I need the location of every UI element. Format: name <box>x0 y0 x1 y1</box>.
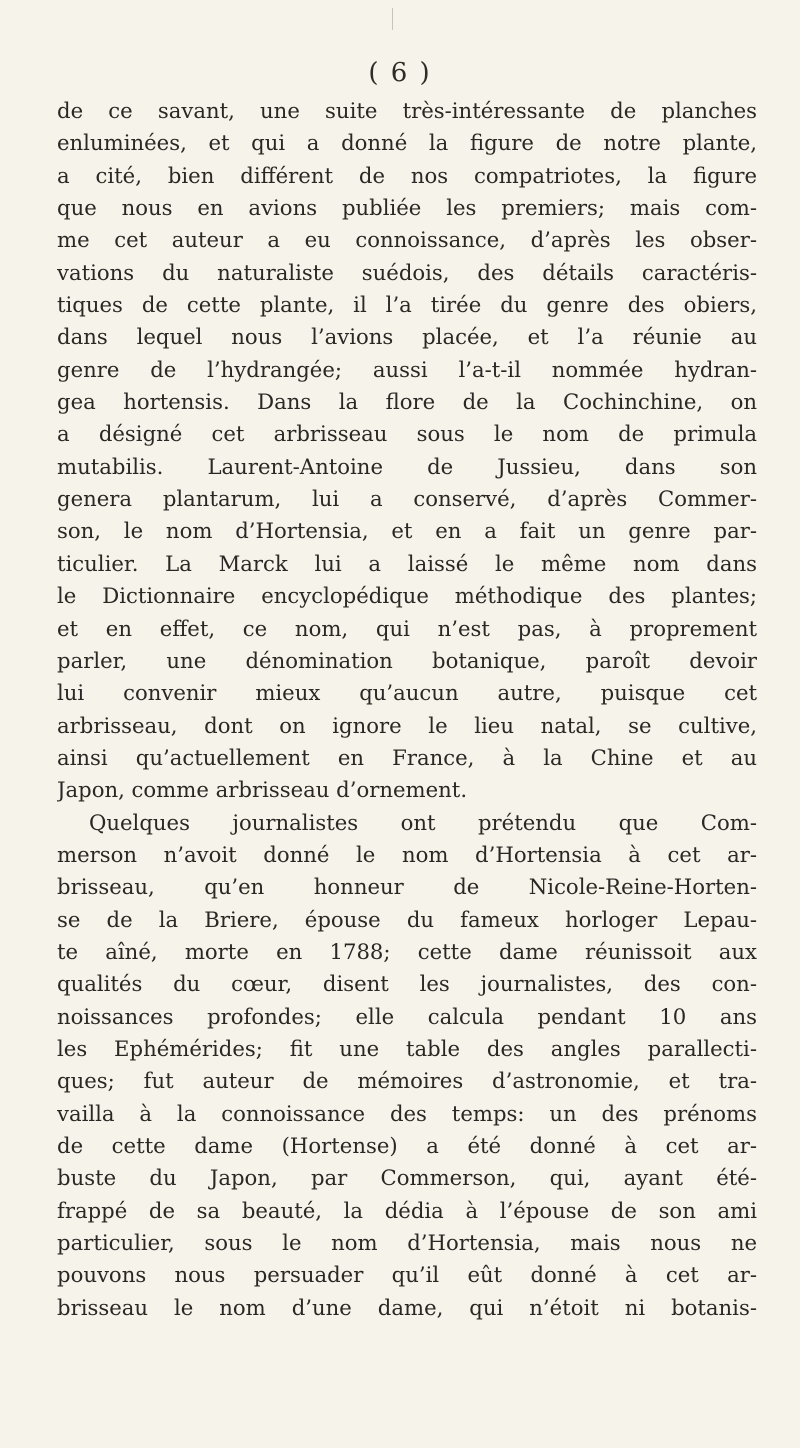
text-line-14: son, le nom d’Hortensia, et en a fait un genre par- <box>57 518 757 544</box>
text-line-19: lui convenir mieux qu’aucun autre, puisque cet <box>57 680 757 706</box>
text-line-7: tiques de cette plante, il l’a tirée du genre des obiers, <box>57 292 757 318</box>
text-line-29: noissances profondes; elle calcula pendant 10 ans <box>57 1003 757 1029</box>
text-line-24: merson n’avoit donné le nom d’Hortensia à cet ar- <box>57 841 757 867</box>
text-line-2: enluminées, et qui a donné la figure de notre plante, <box>57 130 757 156</box>
text-line-10: gea hortensis. Dans la flore de la Cochinchine, on <box>57 389 757 415</box>
text-line-21: ainsi qu’actuellement en France, à la Chine et au <box>57 744 757 770</box>
text-line-31: ques; fut auteur de mémoires d’astronomie, et tra- <box>57 1068 757 1094</box>
text-line-28: qualités du cœur, disent les journalistes, des con- <box>57 971 757 997</box>
text-line-32: vailla à la connoissance des temps: un des prénoms <box>57 1100 757 1126</box>
text-line-8: dans lequel nous l’avions placée, et l’a réunie au <box>57 324 757 350</box>
text-line-1: de ce savant, une suite très-intéressante de planches <box>57 98 757 123</box>
text-line-35: frappé de sa beauté, la dédia à l’épouse de son ami <box>57 1197 757 1223</box>
scan-mark <box>392 8 393 30</box>
text-line-4: que nous en avions publiée les premiers; mais com- <box>57 195 757 221</box>
text-line-23: Quelques journalistes ont prétendu que Com- <box>89 809 757 835</box>
text-line-5: me cet auteur a eu connoissance, d’après les obser- <box>57 227 757 253</box>
text-line-30: les Ephémérides; fit une table des angles parallecti- <box>57 1035 757 1061</box>
page-number: ( 6 ) <box>368 58 432 88</box>
text-line-37: pouvons nous persuader qu’il eût donné à cet ar- <box>57 1262 757 1288</box>
text-line-16: le Dictionnaire encyclopédique méthodique des plantes; <box>57 583 757 609</box>
text-line-33: de cette dame (Hortense) a été donné à cet ar- <box>57 1133 757 1158</box>
text-line-12: mutabilis. Laurent-Antoine de Jussieu, dans son <box>57 453 757 479</box>
page-text <box>57 95 757 1324</box>
text-line-15: ticulier. La Marck lui a laissé le même nom dans <box>57 550 757 576</box>
text-line-13: genera plantarum, lui a conservé, d’après Commer- <box>57 486 757 512</box>
text-line-25: brisseau, qu’en honneur de Nicole-Reine-Horten- <box>57 874 757 900</box>
text-line-20: arbrisseau, dont on ignore le lieu natal, se cultive, <box>57 712 757 738</box>
text-line-22: Japon, comme arbrisseau d’ornement. <box>57 777 468 803</box>
text-line-6: vations du naturaliste suédois, des détails caractéris- <box>57 259 757 285</box>
text-line-36: particulier, sous le nom d’Hortensia, mais nous ne <box>57 1230 757 1256</box>
text-line-9: genre de l’hydrangée; aussi l’a-t-il nommée hydran- <box>57 356 757 382</box>
text-line-17: et en effet, ce nom, qui n’est pas, à proprement <box>57 615 757 641</box>
text-line-38: brisseau le nom d’une dame, qui n’étoit ni botanis- <box>57 1294 757 1320</box>
text-line-34: buste du Japon, par Commerson, qui, ayant été- <box>57 1165 757 1191</box>
text-line-27: te aîné, morte en 1788; cette dame réunissoit aux <box>57 938 757 964</box>
text-line-3: a cité, bien différent de nos compatriotes, la figure <box>57 162 757 188</box>
text-line-26: se de la Briere, épouse du fameux horloger Lepau- <box>57 906 757 932</box>
text-line-11: a désigné cet arbrisseau sous le nom de primula <box>57 421 757 447</box>
text-line-18: parler, une dénomination botanique, paroît devoir <box>57 647 757 673</box>
